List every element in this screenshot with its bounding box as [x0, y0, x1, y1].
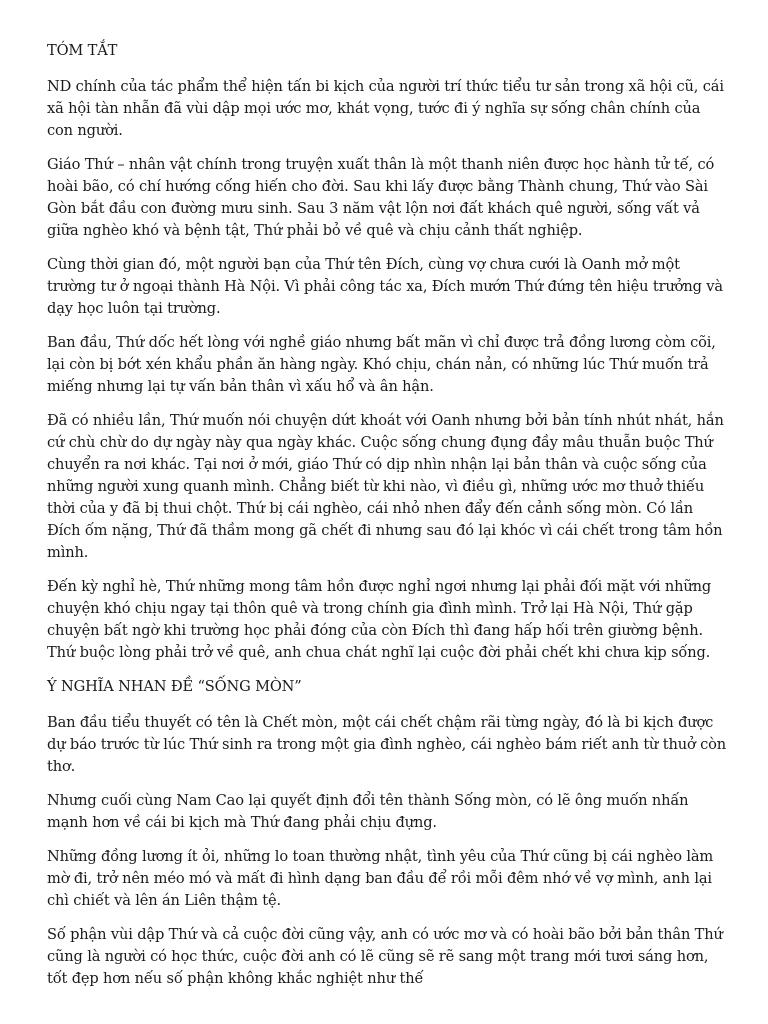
section-heading: Ý NGHĨA NHAN ĐỀ “SỐNG MÒN”: [47, 678, 302, 695]
section-title-meaning: [47, 676, 727, 990]
paragraph: Số phận vùi dập Thứ và cả cuộc đời cũng vậy, anh có ước mơ và có hoài bão bởi bản thân Thứ cũng là người có học thức, cuộc đời anh có lẽ cũng sẽ rẽ sang một trang mới tươi sáng hơn, tốt đẹp hơn nếu số phận không khắc nghiệt như thế: [47, 926, 723, 987]
paragraph: ND chính của tác phẩm thể hiện tấn bi kịch của người trí thức tiểu tư sản trong xã hội cũ, cái xã hội tàn nhẫn đã vùi dập mọi ước mơ, khát vọng, tước đi ý nghĩa sự sống chân chính của con người.: [47, 78, 724, 139]
section-summary: [47, 40, 727, 664]
paragraph: Những đồng lương ít ỏi, những lo toan thường nhật, tình yêu của Thứ cũng bị cái nghèo làm mờ đi, trở nên méo mó và mất đi hình dạng ban đầu để rồi mỗi đêm nhớ về vợ mình, anh lại chì chiết và lên án Liên thậm tệ.: [47, 848, 714, 909]
paragraph: Nhưng cuối cùng Nam Cao lại quyết định đổi tên thành Sống mòn, có lẽ ông muốn nhấn mạnh hơn về cái bi kịch mà Thứ đang phải chịu đựng.: [47, 792, 689, 831]
paragraph: Đã có nhiều lần, Thứ muốn nói chuyện dứt khoát với Oanh nhưng bởi bản tính nhút nhát, hắn cứ chù chừ do dự ngày này qua ngày khác. Cuộc sống chung đụng đầy mâu thuẫn buộc Thứ chuyển ra nơi khác. Tại nơi ở mới, giáo Thứ có dịp nhìn nhận lại bản thân và cuộc sống của những người xung quanh mình. Chẳng biết từ khi nào, vì điều gì, những ước mơ thuở thiếu thời của y đã bị thui chột. Thứ bị cái nghèo, cái nhỏ nhen đẩy đến cảnh sống mòn. Có lần Đích ốm nặng, Thứ đã thầm mong gã chết đi nhưng sau đó lại khóc vì cái chết trong tâm hồn mình.: [47, 412, 724, 561]
paragraph: Cùng thời gian đó, một người bạn của Thứ tên Đích, cùng vợ chưa cưới là Oanh mở một trường tư ở ngoại thành Hà Nội. Vì phải công tác xa, Đích mướn Thứ đứng tên hiệu trưởng và dạy học luôn tại trường.: [47, 256, 723, 317]
paragraph: Ban đầu, Thứ dốc hết lòng với nghề giáo nhưng bất mãn vì chỉ được trả đồng lương còm cõi, lại còn bị bớt xén khẩu phần ăn hàng ngày. Khó chịu, chán nản, có những lúc Thứ muốn trả miếng nhưng lại tự vấn bản thân vì xấu hổ và ân hận.: [47, 334, 716, 395]
section-heading: TÓM TẮT: [47, 42, 118, 59]
paragraph: Ban đầu tiểu thuyết có tên là Chết mòn, một cái chết chậm rãi từng ngày, đó là bi kịch được dự báo trước từ lúc Thứ sinh ra trong một gia đình nghèo, cái nghèo bám riết anh từ thuở còn thơ.: [47, 714, 727, 775]
document-page: [47, 40, 727, 1002]
paragraph: Đến kỳ nghỉ hè, Thứ những mong tâm hồn được nghỉ ngơi nhưng lại phải đối mặt với những chuyện khó chịu ngay tại thôn quê và trong chính gia đình mình. Trở lại Hà Nội, Thứ gặp chuyện bất ngờ khi trường học phải đóng của còn Đích thì đang hấp hối trên giường bệnh. Thứ buộc lòng phải trở về quê, anh chua chát nghĩ lại cuộc đời phải chết khi chưa kịp sống.: [47, 578, 712, 661]
paragraph: Giáo Thứ – nhân vật chính trong truyện xuất thân là một thanh niên được học hành tử tế, có hoài bão, có chí hướng cống hiến cho đời. Sau khi lấy được bằng Thành chung, Thứ vào Sài Gòn bắt đầu con đường mưu sinh. Sau 3 năm vật lộn nơi đất khách quê người, sống vất vả giữa nghèo khó và bệnh tật, Thứ phải bỏ về quê và chịu cảnh thất nghiệp.: [47, 156, 715, 239]
